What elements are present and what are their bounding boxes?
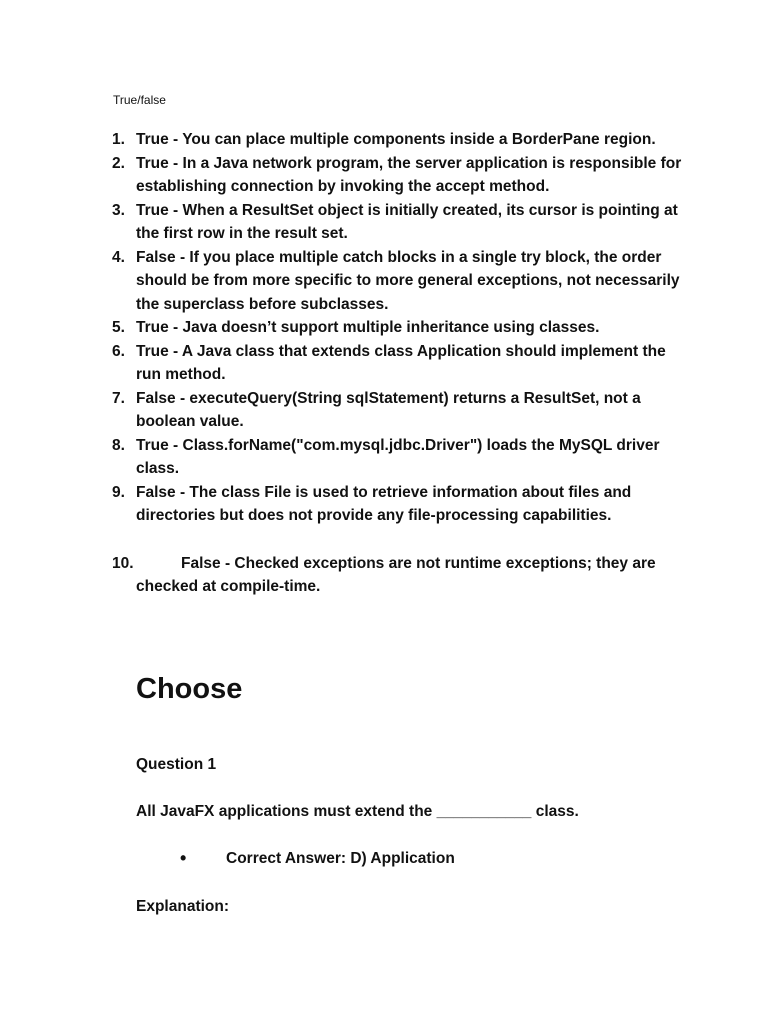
item-text: True - In a Java network program, the server application is responsible for establishing connection by invoking the accept method.: [136, 154, 682, 195]
item-number: 9.: [112, 483, 125, 501]
item-text-rest: checked at compile-time.: [136, 578, 321, 595]
item-number: 7.: [112, 389, 125, 407]
correct-answer: Correct Answer: D) Application: [226, 850, 455, 867]
item-number: 10.: [112, 554, 134, 572]
item-text: True - Class.forName("com.mysql.jdbc.Driver") loads the MySQL driver class.: [136, 436, 660, 477]
choose-heading: Choose: [136, 673, 243, 705]
item-text-lead: False - Checked exceptions are not runtime exceptions; they are: [181, 554, 656, 572]
list-item: [112, 434, 692, 481]
item-number: 4.: [112, 248, 125, 266]
list-item: [112, 340, 692, 387]
item-number: 1.: [112, 131, 125, 148]
item-text: False - executeQuery(String sqlStatement) returns a ResultSet, not a boolean value.: [136, 389, 641, 430]
item-text: True - A Java class that extends class Application should implement the run method.: [136, 342, 666, 383]
question-label: Question 1: [136, 756, 217, 773]
true-false-list: [112, 128, 692, 599]
list-item-ten: [112, 552, 692, 599]
list-item: [112, 152, 692, 199]
item-number: 6.: [112, 342, 125, 360]
question-text: All JavaFX applications must extend the ___________ class.: [136, 803, 579, 820]
list-item: [112, 128, 692, 152]
explanation-label: Explanation:: [136, 898, 230, 915]
item-text: True - When a ResultSet object is initially created, its cursor is pointing at the first row in the result set.: [136, 201, 678, 242]
list-item: [112, 387, 692, 434]
item-number: 8.: [112, 436, 125, 454]
item-text: True - You can place multiple components inside a BorderPane region.: [136, 131, 656, 148]
item-text: False - The class File is used to retrieve information about files and directories but does not provide any file-processing capabilities.: [136, 483, 632, 524]
list-item: [112, 199, 692, 246]
bullet-icon: •: [180, 848, 187, 868]
item-number: 2.: [112, 154, 125, 172]
item-number: 5.: [112, 319, 125, 336]
item-text: False - If you place multiple catch blocks in a single try block, the order should be from more specific to more general exceptions, not necessarily the superclass before subclasses.: [136, 248, 680, 313]
list-item: [112, 316, 692, 340]
item-number: 3.: [112, 201, 125, 219]
item-text: True - Java doesn’t support multiple inheritance using classes.: [136, 319, 600, 336]
list-item: [112, 481, 692, 528]
section-label: True/false: [113, 93, 166, 107]
list-item: [112, 246, 692, 317]
